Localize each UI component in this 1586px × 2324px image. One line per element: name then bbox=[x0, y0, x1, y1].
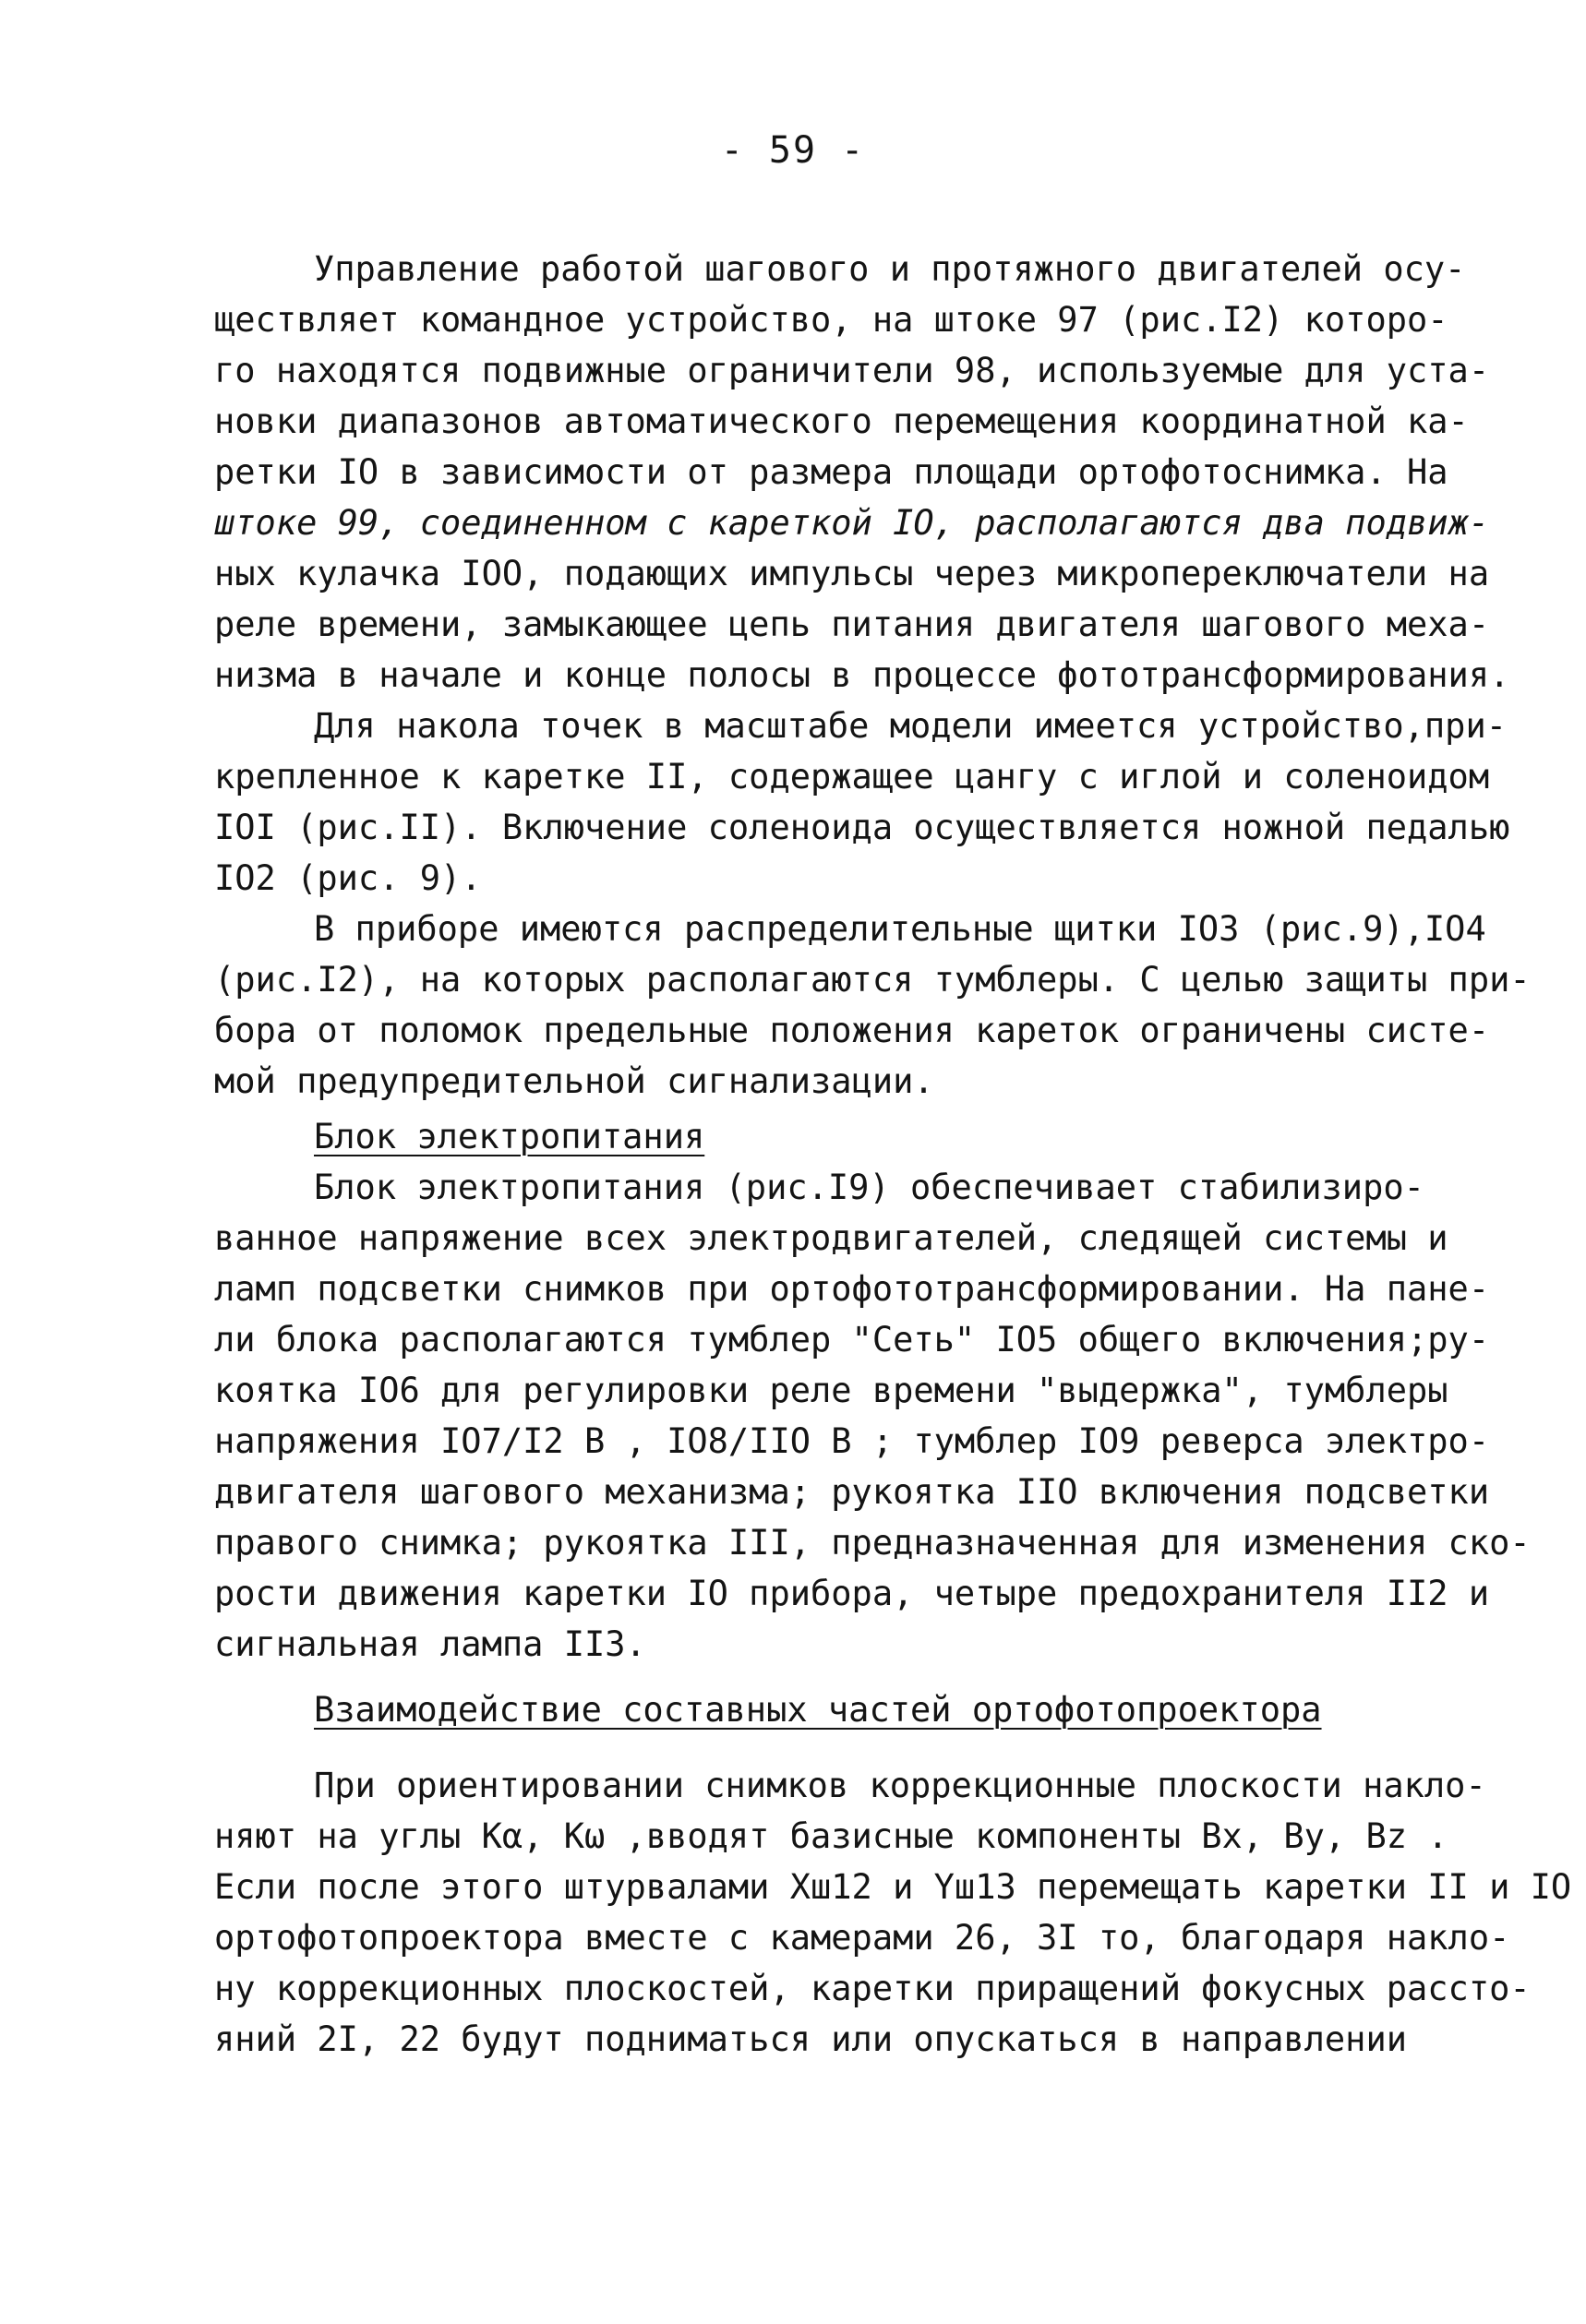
text-line: го находятся подвижные ограничители 98, используемые для уста- bbox=[214, 351, 1490, 390]
section-heading-power-unit: Блок электропитания bbox=[314, 1117, 705, 1156]
text-line: ламп подсветки снимков при ортофототрансформировании. На пане- bbox=[214, 1269, 1490, 1309]
text-line: ну коррекционных плоскостей, каретки приращений фокусных рассто- bbox=[214, 1969, 1531, 2008]
text-line: ванное напряжение всех электродвигателей, следящей системы и bbox=[214, 1218, 1448, 1258]
text-line: Управление работой шагового и протяжного двигателей осу- bbox=[314, 249, 1466, 289]
text-line: правого снимка; рукоятка III, предназначенная для изменения ско- bbox=[214, 1523, 1531, 1563]
text-line: бора от поломок предельные положения кареток ограничены систе- bbox=[214, 1011, 1490, 1050]
text-line: рости движения каретки IO прибора, четыре предохранителя II2 и bbox=[214, 1574, 1490, 1613]
text-line: крепленное к каретке II, содержащее цангу с иглой и соленоидом bbox=[214, 757, 1490, 797]
text-line: мой предупредительной сигнализации. bbox=[214, 1061, 934, 1101]
text-line: В приборе имеются распределительные щитки IO3 (рис.9),IO4 bbox=[314, 909, 1486, 949]
text-line: няют на углы Kα, Kω ,вводят базисные компоненты Bx, By, Bz . bbox=[214, 1816, 1448, 1856]
text-line: Блок электропитания (рис.I9) обеспечивает стабилизиро- bbox=[314, 1168, 1424, 1207]
text-line: (рис.I2), на которых располагаются тумблеры. С целью защиты при- bbox=[214, 960, 1531, 1000]
text-line: штоке 99, соединенном с кареткой IO, располагаются два подвиж- bbox=[214, 503, 1490, 543]
text-line: Для накола точек в масштабе модели имеется устройство,при- bbox=[314, 706, 1508, 746]
text-line: двигателя шагового механизма; рукоятка IIO включения подсветки bbox=[214, 1472, 1490, 1512]
text-line: коятка IO6 для регулировки реле времени "выдержка", тумблеры bbox=[214, 1371, 1448, 1410]
text-line: ных кулачка IOO, подающих импульсы через микропереключатели на bbox=[214, 554, 1490, 593]
text-line: ществляет командное устройство, на штоке 97 (рис.I2) которо- bbox=[214, 300, 1448, 340]
text-line: ортофотопроектора вместе с камерами 26, 3I то, благодаря накло- bbox=[214, 1918, 1510, 1958]
paragraph-1 bbox=[214, 244, 1534, 701]
paragraph-3 bbox=[214, 904, 1534, 1107]
text-line: ретки IO в зависимости от размера площади ортофотоснимка. На bbox=[214, 452, 1448, 492]
text-line: Если после этого штурвалами Xш12 и Yш13 перемещать каретки II и IO bbox=[214, 1867, 1572, 1907]
text-line: ли блока располагаются тумблер "Сеть" IO5 общего включения;ру- bbox=[214, 1320, 1490, 1360]
section-heading-interaction: Взаимодействие составных частей ортофотопроектора bbox=[314, 1690, 1322, 1730]
text-line: сигнальная лампа II3. bbox=[214, 1624, 646, 1664]
text-line: IO2 (рис. 9). bbox=[214, 858, 482, 898]
text-line: низма в начале и конце полосы в процессе фототрансформирования. bbox=[214, 655, 1510, 695]
paragraph-4 bbox=[214, 1162, 1534, 1670]
text-line: IOI (рис.II). Включение соленоида осуществляется ножной педалью bbox=[214, 808, 1510, 847]
paragraph-2 bbox=[214, 701, 1534, 904]
text-line: При ориентировании снимков коррекционные плоскости накло- bbox=[314, 1766, 1486, 1805]
page-number: - 59 - bbox=[720, 129, 866, 172]
text-line: новки диапазонов автоматического перемещения координатной ка- bbox=[214, 401, 1469, 441]
text-line: реле времени, замыкающее цепь питания двигателя шагового меха- bbox=[214, 605, 1490, 644]
text-line: напряжения IO7/I2 В , IO8/IIO В ; тумблер IO9 реверса электро- bbox=[214, 1421, 1490, 1461]
text-line: яний 2I, 22 будут подниматься или опускаться в направлении bbox=[214, 2019, 1408, 2059]
paragraph-5 bbox=[214, 1760, 1572, 2065]
